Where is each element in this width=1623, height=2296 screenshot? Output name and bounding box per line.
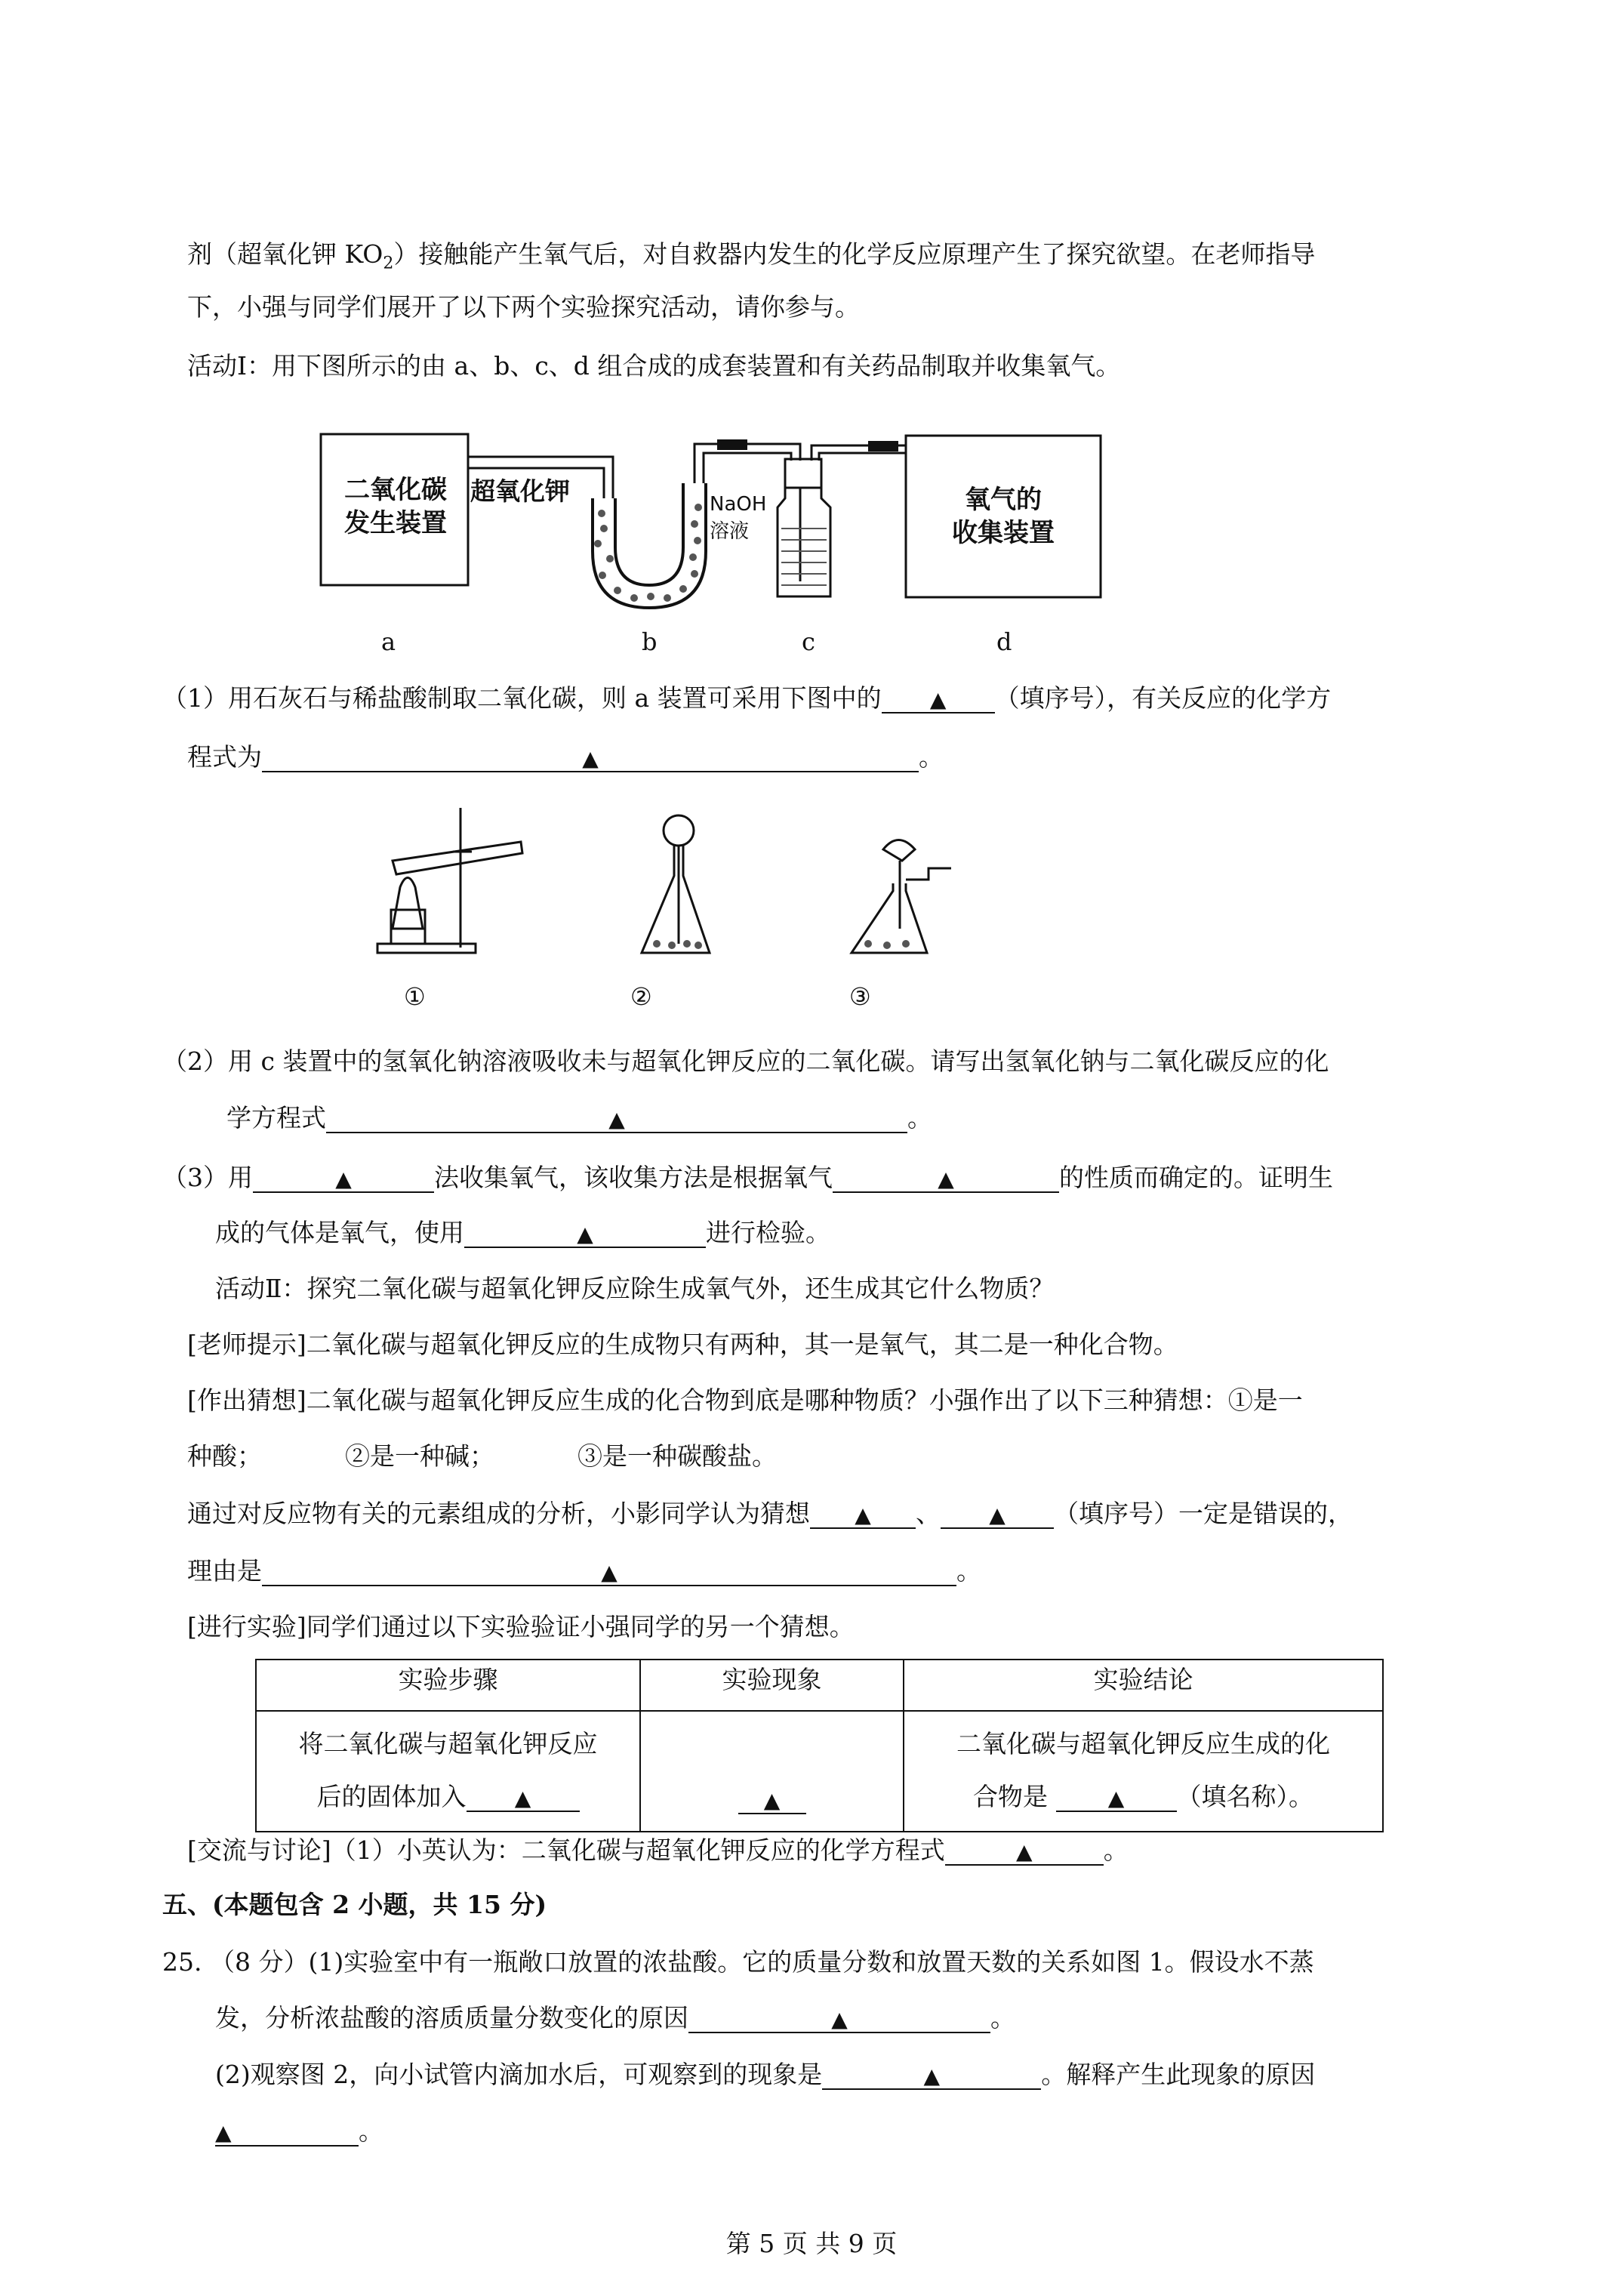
answer-blank[interactable]: ▲ (810, 1500, 916, 1529)
answer-blank[interactable]: ▲ (262, 1558, 956, 1586)
experiment-intro: [进行实验]同学们通过以下实验验证小强同学的另一个猜想。 (187, 1612, 855, 1641)
discussion-line: [交流与讨论]（1）小英认为：二氧化碳与超氧化钾反应的化学方程式 ▲ 。 (187, 1835, 1129, 1865)
generator-options (377, 808, 951, 953)
page-footer: 第 5 页 共 9 页 (725, 2229, 898, 2258)
answer-blank[interactable]: ▲ (945, 1837, 1104, 1866)
question-2-line-1: （2）用 c 装置中的氢氧化钠溶液吸收未与超氧化钾反应的二氧化碳。请写出氢氧化钠与二氧化碳反应的化 (162, 1046, 1329, 1076)
intro-line-1: 剂（超氧化钾 $KO_2$）接触能产生氧气后，对自救器内发生的化学反应原理产生了探究欲望。在老师指导 (187, 239, 1316, 273)
conclusion-cell: 二氧化碳与超氧化钾反应生成的化 合物是 ▲ （填名称）。 (904, 1711, 1383, 1832)
question-25-line-2: 发，分析浓盐酸的溶质质量分数变化的原因 ▲ 。 (215, 2003, 1015, 2032)
hypothesis-line-2: 种酸； ②是一种碱； ③是一种碳酸盐。 (187, 1441, 777, 1471)
teacher-hint: [老师提示]二氧化碳与超氧化钾反应的生成物只有两种，其一是氧气，其二是一种化合物。 (187, 1330, 1178, 1359)
header-conclusion: 实验结论 (904, 1660, 1383, 1711)
question-1-line-2: 程式为 ▲ 。 (187, 742, 944, 772)
question-25-line-3: (2)观察图 2，向小试管内滴加水后，可观察到的现象是 ▲ 。解释产生此现象的原因 (215, 2060, 1316, 2089)
step-cell: 将二氧化碳与超氧化钾反应 后的固体加入 ▲ (256, 1711, 640, 1832)
answer-blank[interactable]: ▲ (941, 1500, 1054, 1529)
answer-blank[interactable]: ▲ (464, 1219, 706, 1248)
header-step: 实验步骤 (256, 1660, 640, 1711)
analysis-line-2: 理由是 ▲ 。 (187, 1556, 981, 1586)
superoxide-label: 超氧化钾 (470, 476, 570, 506)
question-25-line-4: ▲ 。 (215, 2116, 383, 2146)
letter-b: b (642, 627, 658, 656)
answer-blank[interactable]: ▲ (262, 744, 919, 772)
section-5-heading: 五、(本题包含 2 小题，共 15 分) (162, 1890, 547, 1919)
answer-blank[interactable]: ▲ (467, 1783, 580, 1812)
question-25-line-1: 25. （8 分）(1)实验室中有一瓶敞口放置的浓盐酸。它的质量分数和放置天数的关系如图 1。假设水不蒸 (162, 1947, 1314, 1977)
answer-blank[interactable]: ▲ (1056, 1783, 1177, 1812)
box-a-label: 二氧化碳 发生装置 (344, 475, 447, 538)
answer-blank[interactable]: ▲ (822, 2061, 1041, 2090)
answer-blank[interactable]: ▲ (688, 2005, 990, 2033)
activity-2-heading: 活动Ⅱ：探究二氧化碳与超氧化钾反应除生成氧气外，还生成其它什么物质？ (215, 1274, 1055, 1303)
bottle-stopper (785, 459, 821, 488)
answer-blank[interactable]: ▲ (215, 2118, 359, 2147)
answer-blank[interactable]: ▲ (833, 1164, 1059, 1193)
experiment-table (255, 1659, 1384, 1832)
naoh-label: NaOH 溶液 (710, 493, 767, 543)
answer-blank[interactable]: ▲ (326, 1105, 907, 1133)
question-3-line-2: 成的气体是氧气，使用 ▲ 进行检验。 (215, 1218, 830, 1247)
question-3-line-1: （3）用 ▲ 法收集氧气，该收集方法是根据氧气 ▲ 的性质而确定的。证明生 (162, 1163, 1333, 1192)
question-2-line-2: 学方程式 ▲ 。 (226, 1103, 932, 1133)
phenomenon-cell (640, 1711, 904, 1832)
answer-blank[interactable]: ▲ (882, 685, 995, 713)
analysis-line-1: 通过对反应物有关的元素组成的分析，小影同学认为猜想 ▲ 、 ▲ （填序号）一定是错误的， (187, 1499, 1353, 1528)
letter-d: d (996, 627, 1012, 656)
letter-c: c (802, 627, 815, 656)
answer-blank[interactable]: ▲ (738, 1786, 806, 1814)
box-d-label: 氧气的 收集装置 (952, 485, 1055, 548)
option-3-label: ③ (849, 982, 871, 1011)
question-1-line-1: （1）用石灰石与稀盐酸制取二氧化碳，则 a 装置可采用下图中的 ▲ （填序号），有关反应的化学方 (162, 683, 1332, 713)
answer-blank[interactable]: ▲ (253, 1164, 434, 1193)
option-1-label: ① (404, 982, 426, 1011)
activity-1-heading: 活动Ⅰ：用下图所示的由 a、b、c、d 组合成的成套装置和有关药品制取并收集氧气。 (187, 351, 1121, 381)
intro-line-2: 下，小强与同学们展开了以下两个实验探究活动，请你参与。 (187, 292, 860, 322)
option-2-label: ② (630, 982, 652, 1011)
hypothesis-line-1: [作出猜想]二氧化碳与超氧化钾反应生成的化合物到底是哪种物质？小强作出了以下三种猜想：①是一 (187, 1385, 1303, 1415)
letter-a: a (381, 627, 396, 656)
header-phenomenon: 实验现象 (640, 1660, 904, 1711)
